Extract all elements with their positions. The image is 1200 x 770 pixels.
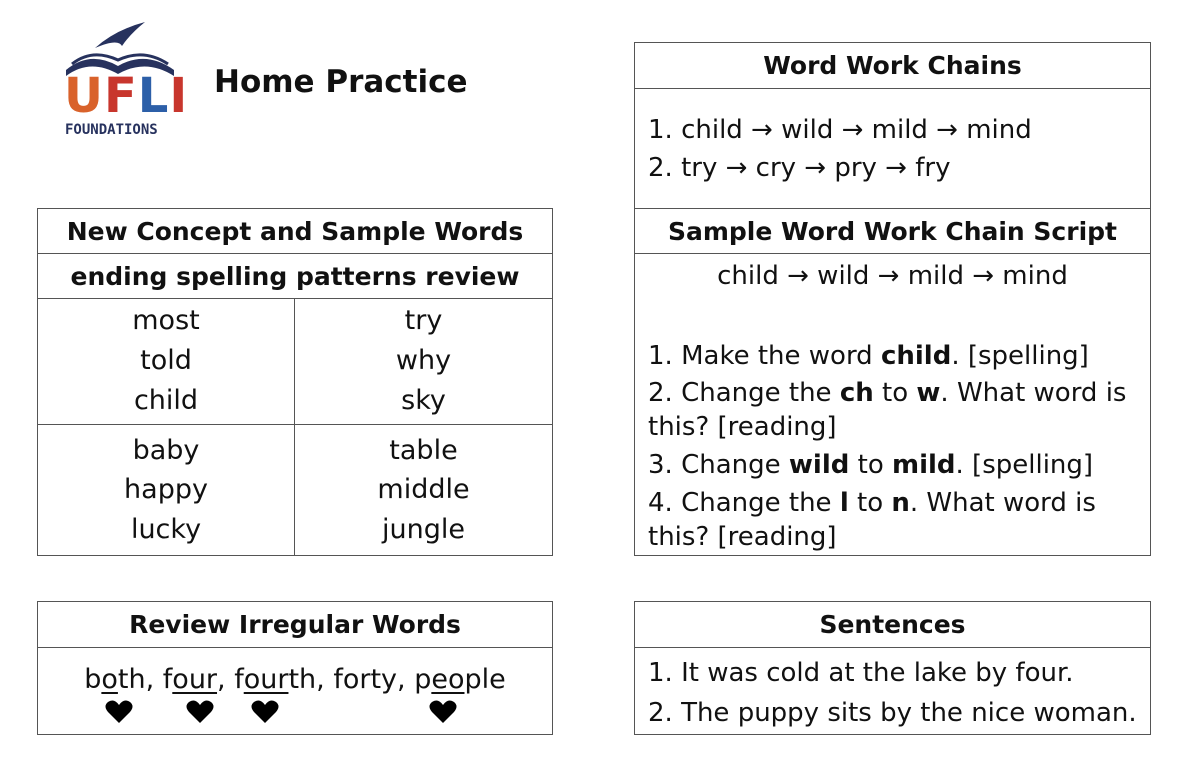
sentences-title: Sentences [635, 602, 1150, 648]
irregular-word: forty, [333, 664, 415, 695]
sample-word: told [140, 345, 192, 376]
irregular-words-title: Review Irregular Words [38, 602, 552, 648]
sample-word: why [395, 345, 452, 376]
word-work-box [634, 42, 1151, 556]
sample-word: jungle [382, 514, 465, 545]
heart-icon [251, 700, 279, 724]
new-concept-title: New Concept and Sample Words [38, 209, 552, 254]
sample-word: happy [124, 474, 208, 505]
new-concept-subtitle: ending spelling patterns review [38, 254, 552, 299]
irregular-words-line [38, 664, 552, 695]
cell-1 [38, 299, 295, 425]
script-step: 1. Make the word child. [spelling] [648, 341, 1089, 371]
irregular-word: both, [84, 664, 163, 695]
chain-item: 2. try → cry → pry → fry [648, 153, 951, 183]
sample-word: table [389, 435, 458, 466]
cell-2 [295, 299, 552, 425]
sample-word: child [133, 385, 199, 416]
sentence-item: 2. The puppy sits by the nice woman. [648, 698, 1137, 728]
heart-icon [429, 700, 457, 724]
ufli-logo [60, 20, 189, 145]
sample-word: baby [132, 435, 200, 466]
sample-word: most [132, 305, 200, 336]
sample-word: try [404, 305, 443, 336]
script-step: 4. Change the l to n. What word is this? [reading] [648, 488, 1096, 552]
sentences-box [634, 601, 1151, 735]
cell-4 [295, 425, 552, 555]
cell-3 [38, 425, 295, 555]
chain-script-chain: child → wild → mild → mind [717, 261, 1068, 291]
chain-script-title: Sample Word Work Chain Script [635, 209, 1150, 254]
heart-icon [186, 700, 214, 724]
irregular-word: four, [162, 664, 235, 695]
sample-words-grid [38, 299, 552, 555]
script-step: 2. Change the ch to w. What word is this? [reading] [648, 378, 1127, 442]
page-title: Home Practice [214, 64, 468, 100]
irregular-words-box [37, 601, 553, 735]
irregular-word: people [414, 664, 506, 695]
chain-item: 1. child → wild → mild → mind [648, 115, 1032, 145]
sentence-item: 1. It was cold at the lake by four. [648, 658, 1074, 688]
sample-word: lucky [130, 514, 202, 545]
sample-word: middle [377, 474, 470, 505]
heart-icon [105, 700, 133, 724]
word-work-chains-title: Word Work Chains [635, 43, 1150, 89]
logo-text: UFLI [64, 68, 189, 124]
logo-subtext: FOUNDATIONS [65, 122, 158, 138]
new-concept-box [37, 208, 553, 556]
sample-word: sky [401, 385, 446, 416]
irregular-word: fourth, [234, 664, 334, 695]
script-step: 3. Change wild to mild. [spelling] [648, 450, 1094, 480]
